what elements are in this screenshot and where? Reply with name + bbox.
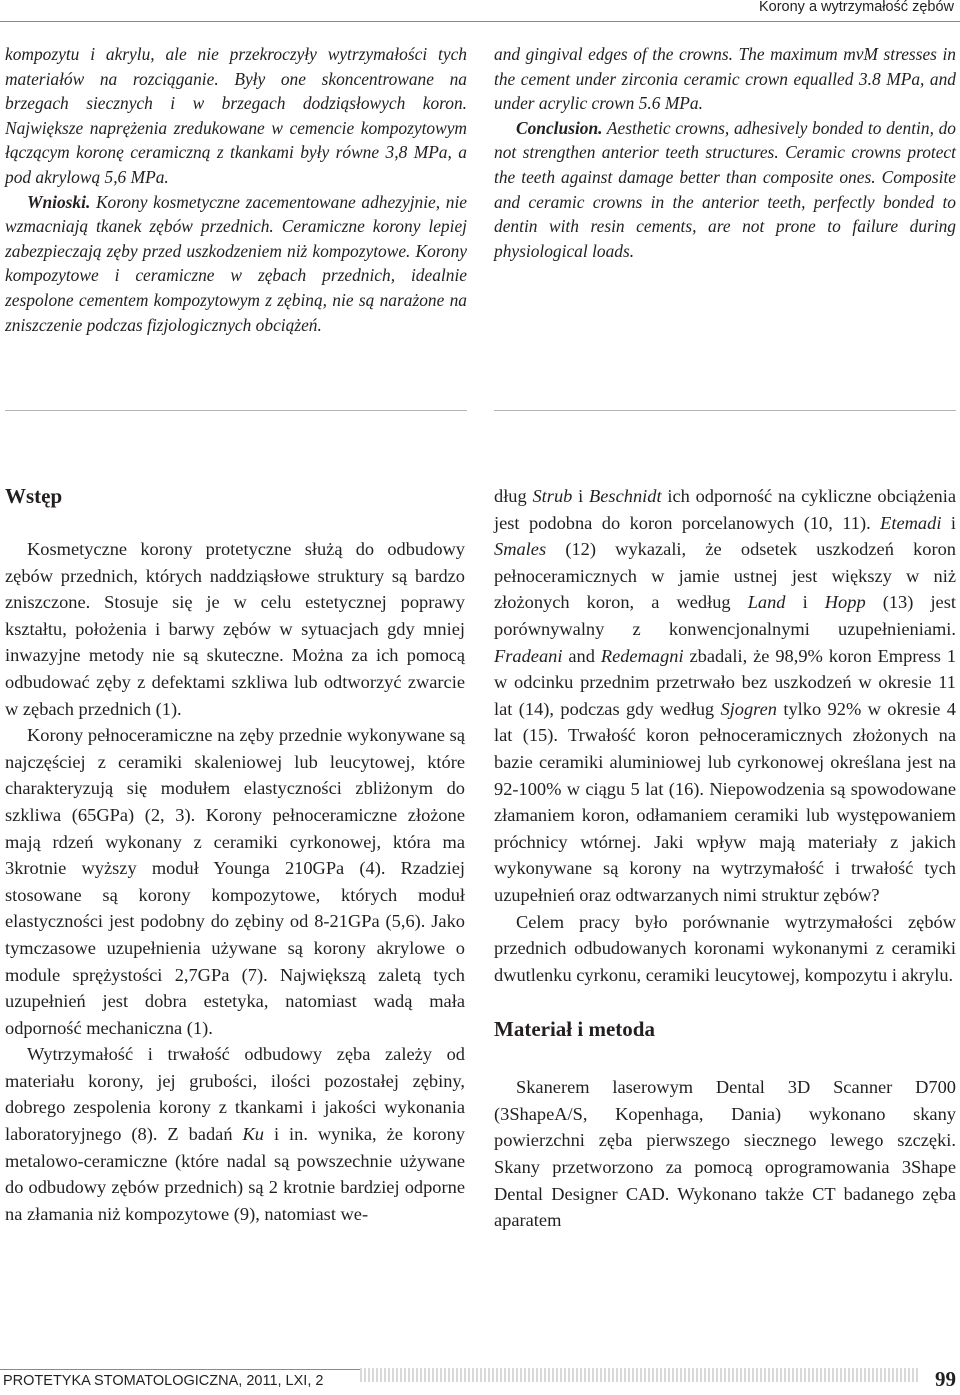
abstract-pl-conclusion-label: Wnioski. xyxy=(27,191,91,212)
abstract-en-conclusion-label: Conclusion. xyxy=(516,117,603,138)
abstract-en-results: and gingival edges of the crowns. The maximum mvM stresses in the cement under zirconia ceramic crown equalled 3.8 MPa, and under acrylic crown 5.6 MPa. xyxy=(494,44,956,114)
abstract-pl-results: kompozytu i akrylu, ale nie przekroczyły wytrzymałości tych materiałów na rozciąganie. Były one skoncentrowane na brzegach siecznych i w brzegach dodziąsłowych koron. Największe naprężenia zredukowane w cemencie kompozytowym łączącym koronę ceramiczną z tkankami były równe 3,8 MPa, a pod akrylową 5,6 MPa. xyxy=(5,44,467,187)
abstract-divider-left xyxy=(5,410,467,411)
running-title: Korony a wytrzymałość zębów xyxy=(758,0,954,15)
journal-citation: PROTETYKA STOMATOLOGICZNA, 2011, LXI, 2 xyxy=(3,1373,324,1389)
paragraph-intro-3: Wytrzymałość i trwałość odbudowy zęba zależy od materiału korony, jej grubości, ilości pozostałej zębiny, dobrego zespolenia korony z tkankami i jakości wykonania laboratoryjnego (8). Z badań Ku i in. wynika, że korony metalowo-ceramiczne (które nadal są powszechnie używane do odbudowy zębów przednich) są 2 krotnie bardziej odporne na złamania niż kompozytowe (9), natomiast we- xyxy=(5,1044,465,1224)
footer-decoration-bar xyxy=(360,1368,920,1382)
paragraph-intro-continued: dług Strub i Beschnidt ich odporność na cykliczne obciążenia jest podobna do koron porcelanowych (10, 11). Etemadi i Smales (12) wykazali, że odsetek uszkodzeń koron pełnoceramicznych w jamie ustnej jest większy w niż złożonych koron, a według Land i Hopp (13) jest porównywalny z konwencjonalnymi uzupełnieniami. Fradeani and Redemagni zbadali, że 98,9% koron Empress 1 w odcinku przednim przetrwało bez uszkodzeń w okresie 11 lat (14), podczas gdy według Sjogren tylko 92% w okresie 4 lat (15). Trwałość koron pełnoceramicznych złożonych na bazie ceramiki aluminiowej lub cyrkonowej określana jest na 92-100% w ciągu 5 lat (16). Niepowodzenia są spowodowane złamaniem koron, odłamaniem ceramiki lub występowaniem próchnicy wtórnej. Jaki wpływ mają materiały z jakich wykonywane są korony na wytrzymałość i trwałość tych uzupełnień oraz odtwarzanych nimi struktur zębów? xyxy=(494,486,957,905)
abstract-english xyxy=(494,42,956,263)
page-footer xyxy=(0,1365,960,1395)
paragraph-intro-1: Kosmetyczne korony protetyczne służą do odbudowy zębów przednich, których naddziąsłowe struktury są bardzo zniszczone. Stosuje się je w celu estetycznej poprawy kształtu, położenia i barwy zębów w sytuacjach gdy mniej inwazyjne metody nie są skuteczne. Można za ich pomocą odbudować zęby z defektami szkliwa lub odtworzyć zwarcie w zębach przednich (1). xyxy=(5,539,465,719)
section-heading-methods: Materiał i metoda xyxy=(494,1017,655,1042)
author-name: Sjogren xyxy=(720,698,777,719)
author-name: Redemagni xyxy=(600,645,684,666)
author-name: Land xyxy=(747,592,786,613)
abstract-pl-conclusion-text: Korony kosmetyczne zacementowane adhezyjnie, nie wzmacniają tkanek zębów przednich. Ceramiczne korony lepiej zabezpieczają zęby przed uszkodzeniem niż kompozytowe. Korony kompozytowe i ceramiczne w zębach przednich, idealnie zespolone cementem kompozytowym z zębiną, nie są narażone na zniszczenie podczas fizjologicznych obciążeń. xyxy=(5,191,467,335)
abstract-en-conclusion-text: Aesthetic crowns, adhesively bonded to dentin, do not strengthen anterior teeth structures. Ceramic crowns protect the teeth against damage better than composite ones. Composite and ceramic crowns in the anterior teeth, perfectly bonded to dentin with resin cements, are not prone to failure during physiological loads. xyxy=(494,117,956,261)
author-name: Etemadi xyxy=(880,512,942,533)
author-name: Beschnidt xyxy=(589,486,662,506)
body-column-right xyxy=(494,483,956,1234)
running-header xyxy=(0,0,960,22)
author-name: Hopp xyxy=(824,592,866,613)
author-name: Fradeani xyxy=(494,645,563,666)
page-number: 99 xyxy=(935,1367,956,1391)
body-column-left xyxy=(5,483,465,1227)
author-name: Strub xyxy=(532,486,573,506)
section-heading-introduction: Wstęp xyxy=(5,484,63,508)
author-name: Ku xyxy=(242,1124,264,1145)
abstract-divider-right xyxy=(494,410,956,411)
paragraph-aim: Celem pracy było porównanie wytrzymałości zębów przednich odbudowanych koronami wykonanymi z ceramiki dwutlenku cyrkonu, ceramiki leucytowej, kompozytu i akrylu. xyxy=(494,911,956,985)
author-name: Smales xyxy=(494,539,547,560)
abstract-pl-conclusion xyxy=(5,190,467,338)
paragraph-methods-1: Skanerem laserowym Dental 3D Scanner D700 (3ShapeA/S, Kopenhaga, Dania) wykonano skany powierzchni zęba pierwszego siecznego lewego szczęki. Skany przetworzono za pomocą oprogramowania 3Shape Dental Designer CAD. Wykonano także CT badanego zęba aparatem xyxy=(494,1077,956,1231)
abstract-polish xyxy=(5,42,467,337)
abstract-en-conclusion xyxy=(494,116,956,264)
paragraph-intro-2: Korony pełnoceramiczne na zęby przednie wykonywane są najczęściej z ceramiki skaleniowej lub leucytowej, które charakteryzują się modułem elastyczności zbliżonym do szkliwa (65GPa) (2, 3). Korony pełnoceramiczne złożone mają rdzeń wykonany z ceramiki cyrkonowej, która ma 3krotnie wyższy moduł Younga 210GPa (4). Rzadziej stosowane są korony kompozytowe, których moduł elastyczności jest podobny do zębiny od 8-21GPa (5,6). Jako tymczasowe uzupełnienia używane są korony akrylowe o module sprężystości 2,7GPa (7). Największą zaletą tych uzupełnień jest dobra estetyka, natomiast wadą mała odporność mechaniczna (1). xyxy=(5,725,465,1038)
